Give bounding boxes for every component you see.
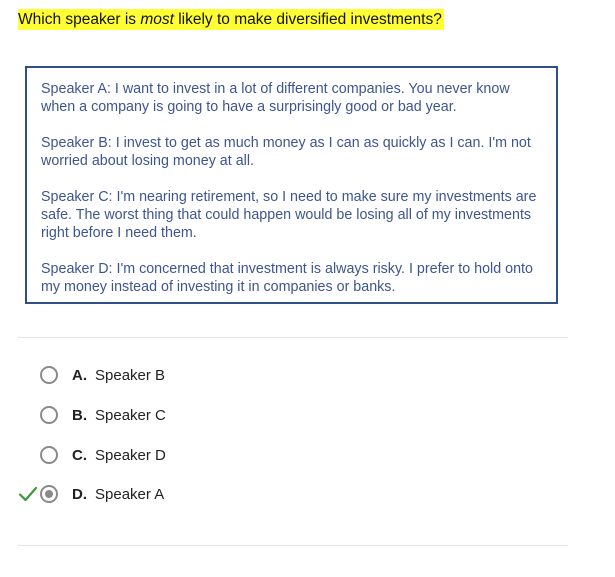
option-label: Speaker A [95, 485, 165, 503]
option-letter: D. [72, 485, 87, 503]
question-suffix: likely to make diversified investments? [173, 11, 442, 28]
radio-icon-selected[interactable] [40, 485, 58, 503]
option-letter: C. [72, 446, 87, 464]
bottom-divider [18, 545, 568, 546]
option-letter: A. [72, 366, 87, 384]
radio-icon[interactable] [40, 406, 58, 424]
check-icon [18, 485, 38, 503]
passage-box [25, 66, 558, 304]
answer-option-d[interactable] [40, 482, 164, 506]
top-divider [18, 337, 568, 338]
question-emphasis: most [140, 11, 174, 28]
option-label: Speaker B [95, 366, 166, 384]
passage-paragraph-speaker-c: Speaker C: I'm nearing retirement, so I need to make sure my investments are safe. The worst thing that could happen would be losing all of my investments right before I need them. [41, 189, 537, 241]
option-letter: B. [72, 406, 87, 424]
option-label: Speaker C [95, 406, 166, 424]
answer-option-a[interactable] [40, 363, 165, 387]
question-prefix: Which speaker is [18, 11, 141, 28]
question-text [18, 9, 444, 30]
passage-paragraph-speaker-a: Speaker A: I want to invest in a lot of different companies. You never know when a company is going to have a surprisingly good or bad year. [41, 81, 510, 115]
passage-paragraph-speaker-b: Speaker B: I invest to get as much money as I can as quickly as I can. I'm not worried about losing money at all. [41, 135, 531, 169]
answer-option-b[interactable] [40, 403, 166, 427]
option-label: Speaker D [95, 446, 166, 464]
answer-option-c[interactable] [40, 443, 166, 467]
radio-icon[interactable] [40, 366, 58, 384]
radio-icon[interactable] [40, 446, 58, 464]
passage-paragraph-speaker-d: Speaker D: I'm concerned that investment is always risky. I prefer to hold onto my money instead of investing it in companies or banks. [41, 261, 533, 295]
